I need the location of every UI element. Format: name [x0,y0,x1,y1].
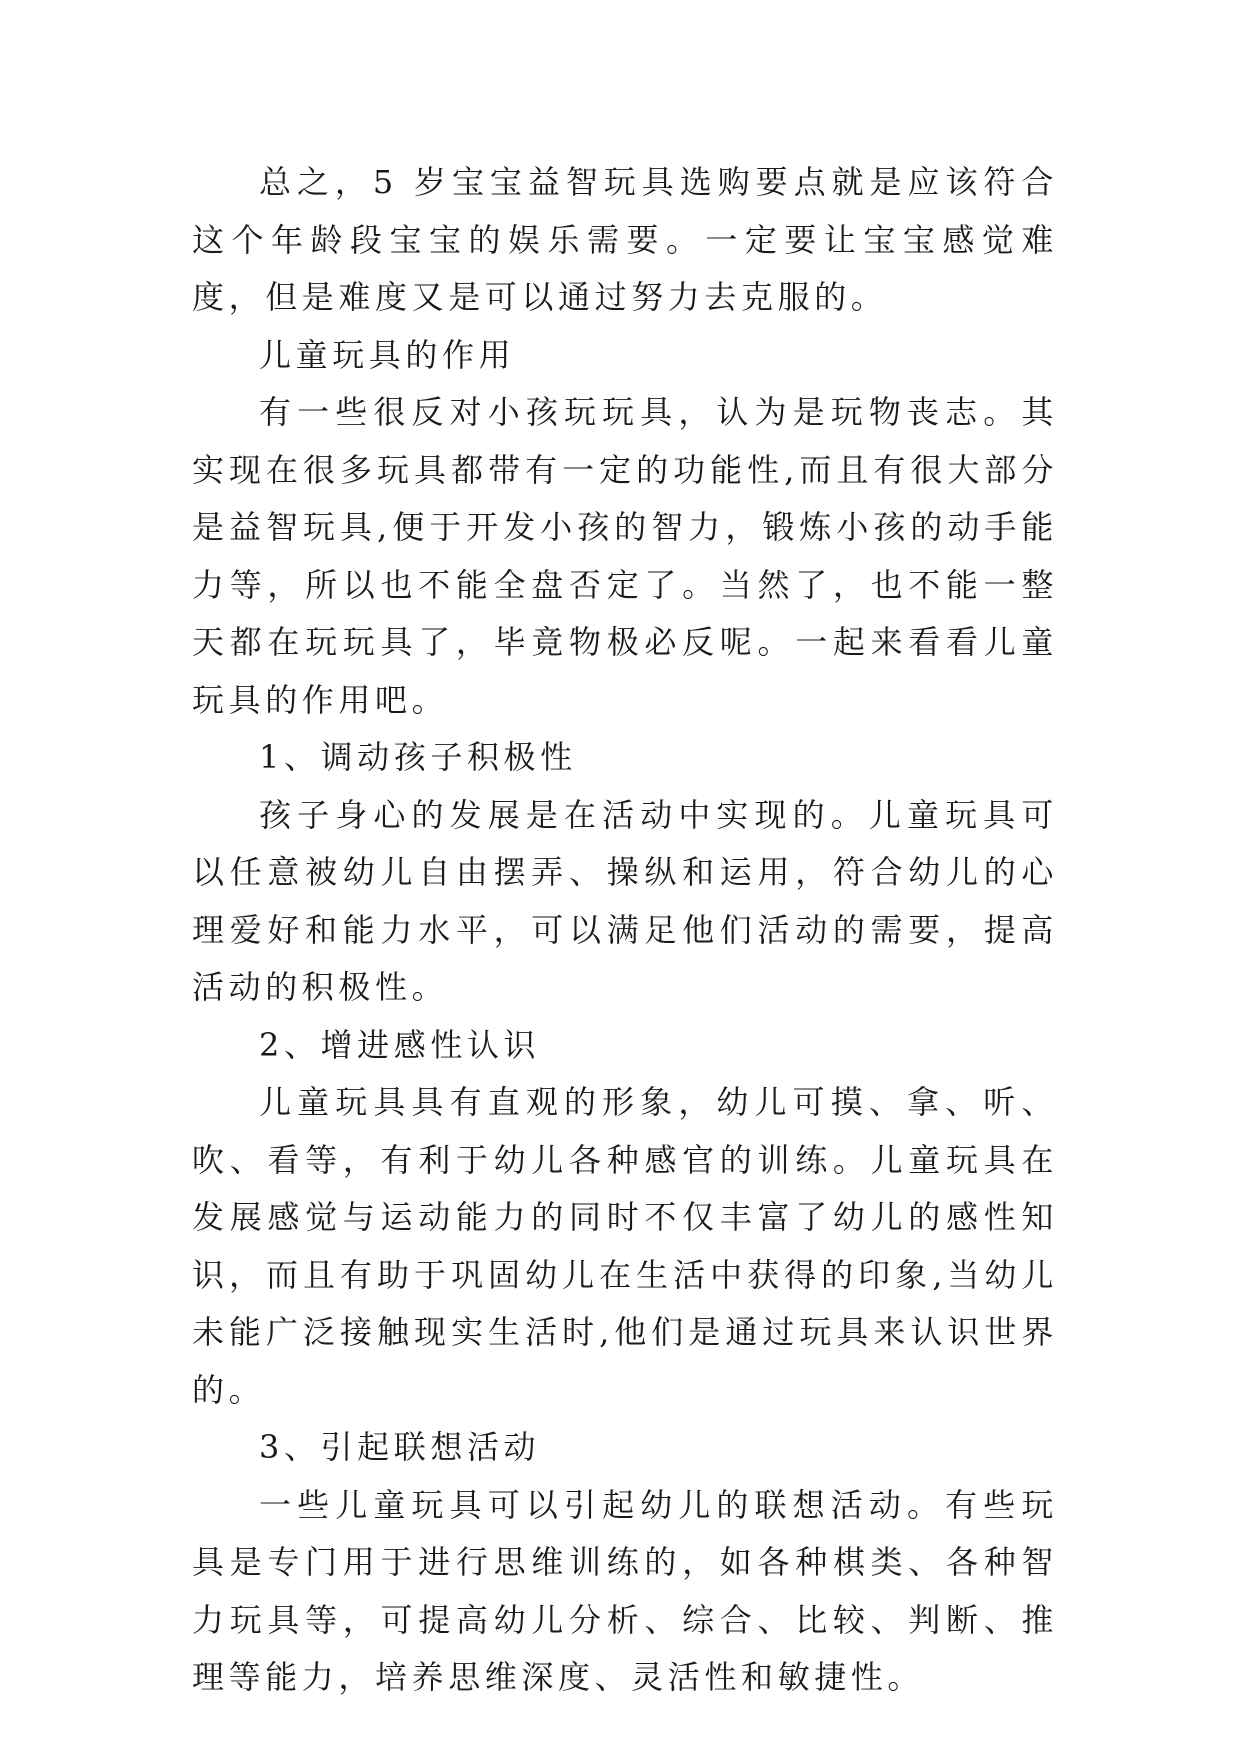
section-heading-toy-functions: 儿童玩具的作用 [259,335,516,374]
paragraph-1: 孩子身心的发展是在活动中实现的。儿童玩具可以任意被幼儿自由摆弄、操纵和运用，符合幼儿的心理爱好和能力水平，可以满足他们活动的需要，提高活动的积极性。 [192,795,1058,1006]
document-body [192,154,1058,1707]
paragraph-3: 一些儿童玩具可以引起幼儿的联想活动。有些玩具是专门用于进行思维训练的，如各种棋类、各种智力玩具等，可提高幼儿分析、综合、比较、判断、推理等能力，培养思维深度、灵活性和敏捷性。 [192,1485,1058,1696]
paragraph-2: 儿童玩具具有直观的形象，幼儿可摸、拿、听、吹、看等，有利于幼儿各种感官的训练。儿童玩具在发展感觉与运动能力的同时不仅丰富了幼儿的感性知识，而且有助于巩固幼儿在生活中获得的印象,当幼儿未能广泛接触现实生活时,他们是通过玩具来认识世界的。 [192,1083,1058,1409]
subheading-2: 2、增进感性认识 [259,1025,541,1064]
paragraph-intro: 有一些很反对小孩玩玩具，认为是玩物丧志。其实现在很多玩具都带有一定的功能性,而且有很大部分是益智玩具,便于开发小孩的智力，锻炼小孩的动手能力等，所以也不能全盘否定了。当然了，也不能一整天都在玩玩具了，毕竟物极必反呢。一起来看看儿童玩具的作用吧。 [192,393,1058,719]
subheading-3: 3、引起联想活动 [259,1428,541,1466]
subheading-1: 1、调动孩子积极性 [259,738,577,776]
paragraph-summary: 总之，5 岁宝宝益智玩具选购要点就是应该符合这个年龄段宝宝的娱乐需要。一定要让宝宝感觉难度，但是难度又是可以通过努力去克服的。 [192,163,1058,316]
